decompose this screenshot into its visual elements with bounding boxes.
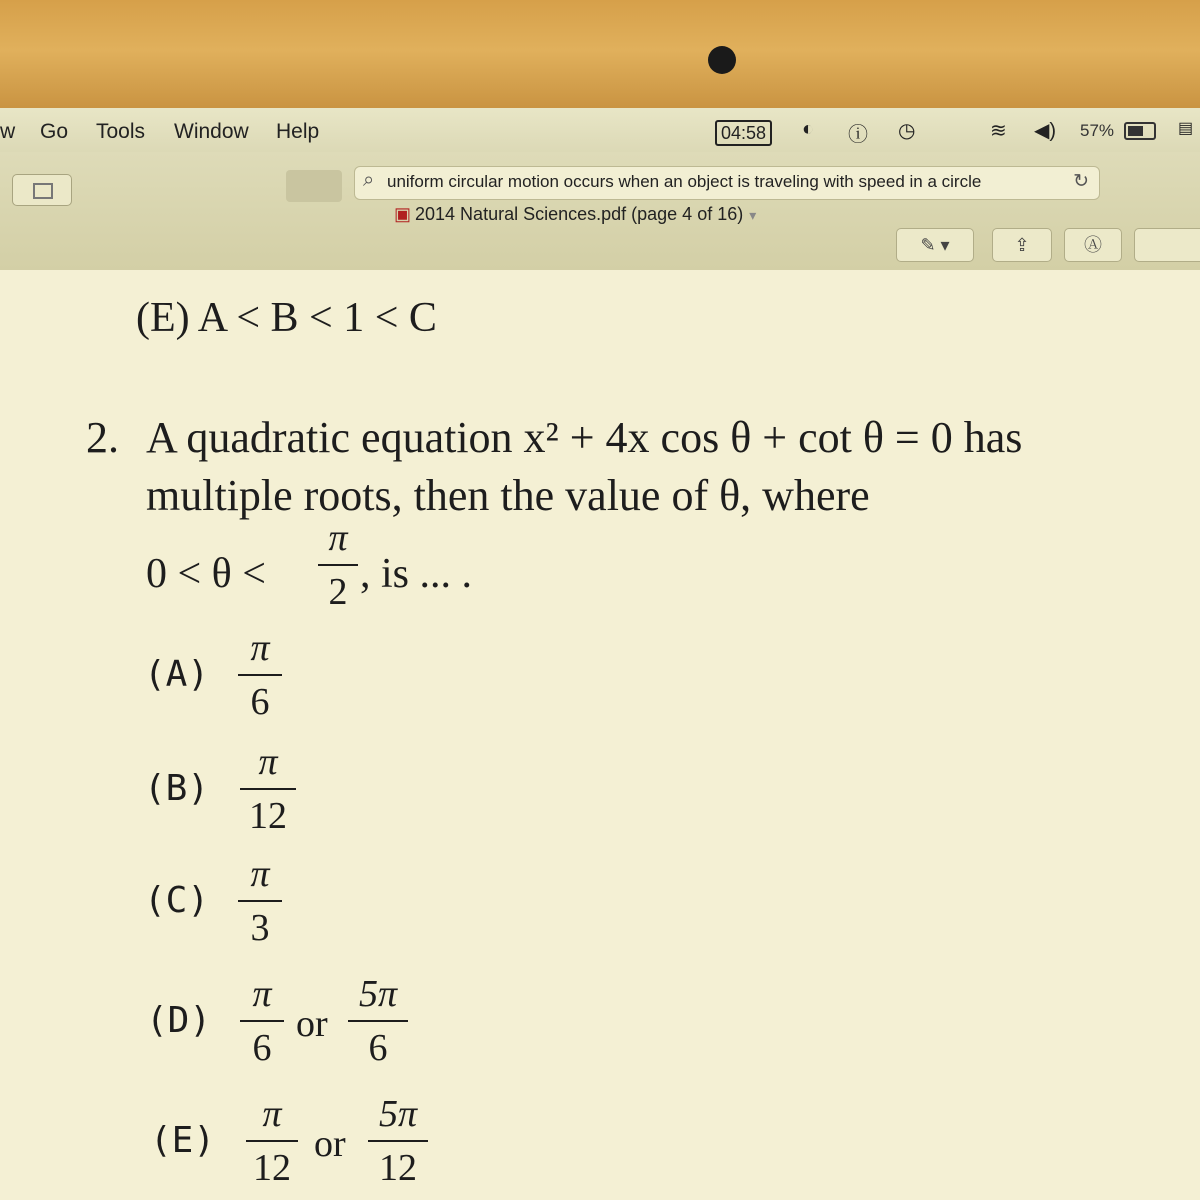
- option-d-numerator-2: 5π: [358, 973, 398, 1015]
- share-button[interactable]: ⇪: [992, 228, 1052, 262]
- camera: [708, 46, 736, 74]
- annotate-button[interactable]: Ⓐ: [1064, 228, 1122, 262]
- option-a-fraction[interactable]: [238, 628, 282, 722]
- menu-item-help[interactable]: Help: [276, 120, 320, 143]
- option-a-label[interactable]: (A): [144, 654, 210, 695]
- option-d-fraction-1[interactable]: [240, 974, 284, 1068]
- pdf-icon: ▣: [394, 204, 412, 224]
- option-e-denominator-2: 12: [379, 1147, 417, 1189]
- option-e-or: or: [314, 1123, 346, 1165]
- pdf-page: [0, 270, 1200, 1200]
- timer-status[interactable]: 04:58: [715, 120, 772, 146]
- pdf-toolbar: [0, 152, 1200, 272]
- pen-tool-button[interactable]: ✎ ▾: [896, 228, 974, 262]
- option-d-denominator-1: 6: [252, 1027, 272, 1069]
- range-fraction: [318, 518, 358, 612]
- battery-icon[interactable]: [1124, 122, 1156, 140]
- laptop-bezel: [0, 0, 1200, 112]
- option-e-fraction-2[interactable]: [368, 1094, 428, 1188]
- option-b-fraction[interactable]: [240, 742, 296, 836]
- range-denominator: 2: [328, 571, 348, 613]
- option-a-numerator: π: [250, 627, 270, 669]
- search-icon: ⌕: [363, 169, 375, 191]
- previous-option-e: (E) A < B < 1 < C: [136, 295, 437, 341]
- option-d-numerator-1: π: [252, 973, 272, 1015]
- option-c-fraction[interactable]: [238, 854, 282, 948]
- option-e-numerator-1: π: [262, 1093, 282, 1135]
- screen: [0, 108, 1200, 1200]
- question-line-2: multiple roots, then the value of θ, where: [146, 471, 870, 520]
- option-a-denominator: 6: [250, 681, 270, 723]
- option-d-label[interactable]: (D): [146, 1000, 212, 1041]
- option-c-denominator: 3: [250, 907, 270, 949]
- sidebar-icon: [33, 183, 53, 199]
- question-number: 2.: [86, 413, 119, 462]
- option-c-numerator: π: [250, 853, 270, 895]
- menu-item-tools[interactable]: Tools: [96, 120, 146, 143]
- option-b-denominator: 12: [249, 795, 287, 837]
- wifi-icon[interactable]: ≋: [990, 120, 1007, 142]
- sidebar-toggle-button[interactable]: [12, 174, 72, 206]
- search-sidebar-button[interactable]: [1134, 228, 1200, 262]
- option-e-fraction-1[interactable]: [246, 1094, 298, 1188]
- menu-item-view[interactable]: w: [0, 120, 16, 143]
- option-e-denominator-1: 12: [253, 1147, 291, 1189]
- battery-percent[interactable]: 57%: [1080, 121, 1115, 140]
- document-title[interactable]: [394, 204, 756, 225]
- question-line-1: A quadratic equation x² + 4x cos θ + cot θ = 0 has: [146, 413, 1023, 462]
- range-right: , is ... .: [360, 551, 473, 597]
- search-text: uniform circular motion occurs when an object is traveling with speed in a circle: [387, 172, 982, 191]
- night-shift-icon[interactable]: ◐: [802, 118, 815, 140]
- menu-bar: [0, 108, 1200, 152]
- menu-item-window[interactable]: Window: [174, 120, 249, 143]
- menu-extra-icon[interactable]: ▤: [1178, 120, 1194, 137]
- option-e-label[interactable]: (E): [150, 1120, 216, 1161]
- markup-button[interactable]: [286, 170, 342, 202]
- option-e-numerator-2: 5π: [378, 1093, 418, 1135]
- range-numerator: π: [328, 517, 348, 559]
- info-icon[interactable]: ⓘ: [848, 124, 868, 146]
- time-machine-icon[interactable]: ◷: [898, 120, 916, 142]
- menu-item-go[interactable]: Go: [40, 120, 69, 143]
- range-left: 0 < θ <: [146, 551, 266, 597]
- option-c-label[interactable]: (C): [144, 880, 210, 921]
- option-d-or: or: [296, 1003, 328, 1045]
- option-b-label[interactable]: (B): [144, 768, 210, 809]
- chevron-down-icon: ▾: [749, 207, 757, 223]
- volume-icon[interactable]: ◀): [1034, 120, 1057, 142]
- search-field[interactable]: [354, 166, 1100, 200]
- reload-icon[interactable]: ↻: [1073, 171, 1089, 192]
- document-title-text: 2014 Natural Sciences.pdf (page 4 of 16): [415, 204, 744, 224]
- option-b-numerator: π: [258, 741, 278, 783]
- option-d-denominator-2: 6: [368, 1027, 388, 1069]
- option-d-fraction-2[interactable]: [348, 974, 408, 1068]
